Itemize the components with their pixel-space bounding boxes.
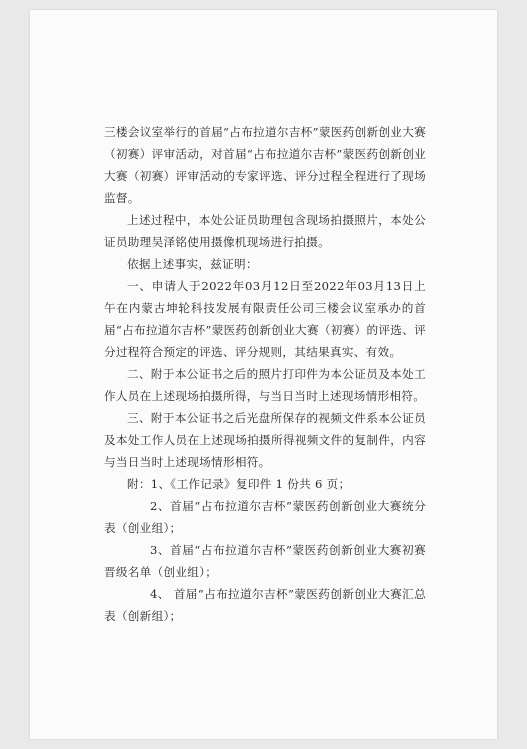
paragraph-continuation: 三楼会议室举行的首届“占布拉道尔吉杯”蒙医药创新创业大赛（初赛）评审活动，对首届“占布拉道尔吉杯”蒙医药创新创业大赛（初赛）评审活动的专家评选、评分过程全程进行了现场监督。 bbox=[104, 125, 426, 205]
paragraph-certify-3: 三、附于本公证书之后光盘所保存的视频文件系本公证员及本处工作人员在上述现场拍摄所得视频文件的复制件，内容与当日当时上述现场情形相符。 bbox=[104, 411, 426, 469]
attachment-2: 2、首届“占布拉道尔吉杯”蒙医药创新创业大赛统分表（创业组）； bbox=[104, 499, 426, 535]
attachment-1: 附：1、《工作记录》复印件 1 份共 6 页； bbox=[127, 477, 351, 491]
paragraph-certify-2: 二、附于本公证书之后的照片打印件为本公证员及本处工作人员在上述现场拍摄所得，与当日当时上述现场情形相符。 bbox=[104, 367, 426, 403]
attachment-4: 4、 首届“占布拉道尔吉杯”蒙医药创新创业大赛汇总表（创新组）； bbox=[104, 587, 426, 623]
document-page bbox=[30, 10, 497, 739]
paragraph-certify-intro: 依据上述事实，兹证明： bbox=[127, 257, 258, 271]
paragraph-process: 上述过程中，本处公证员助理包含现场拍摄照片，本处公证员助理吴泽铭使用摄像机现场进行拍摄。 bbox=[104, 213, 426, 249]
paragraph-certify-1: 一、申请人于2022年03月12日至2022年03月13日上午在内蒙古坤轮科技发展有限责任公司三楼会议室承办的首届“占布拉道尔吉杯”蒙医药创新创业大赛（初赛）的评选、评分过程符合预定的评选、评分规则，其结果真实、有效。 bbox=[104, 279, 426, 359]
document-body bbox=[104, 121, 426, 627]
attachment-3: 3、首届“占布拉道尔吉杯”蒙医药创新创业大赛初赛晋级名单（创业组）； bbox=[104, 543, 426, 579]
